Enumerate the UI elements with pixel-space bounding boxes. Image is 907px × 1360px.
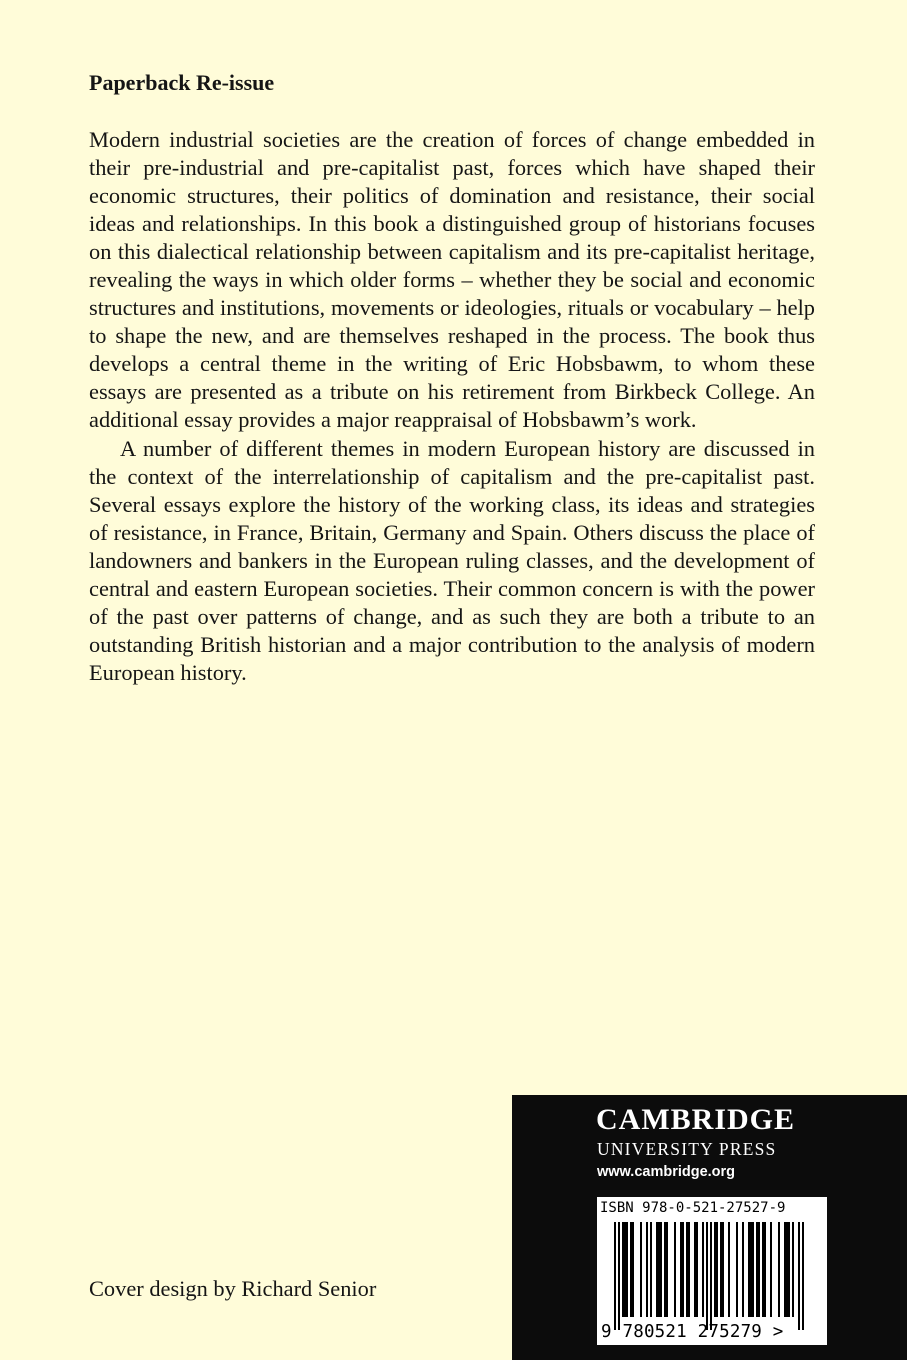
barcode-bar-13 — [664, 1222, 666, 1317]
barcode-bar-5 — [630, 1222, 632, 1317]
barcode-bar-38 — [764, 1222, 766, 1317]
blurb-paragraph-2: A number of different themes in modern European history are discussed in the context of the interrelationship of capitalism and the pre-capitalist past. Several essays explore the history of the working class, its ideas and strategies of resistance, in France, Britain, Germany and Spain. Others discuss the place of landowners and bankers in the European ruling classes, and the development of central and eastern European societies. Their common concern is with the power of the past over patterns of change, and as such they are both a tribute to an outstanding British historian and a major contribution to the analysis of modern European history. — [89, 435, 815, 685]
barcode-bar-42 — [786, 1222, 788, 1317]
barcode-bar-2 — [622, 1222, 624, 1317]
publisher-subtitle: UNIVERSITY PRESS — [597, 1139, 777, 1159]
barcode-bar-30 — [736, 1222, 738, 1317]
barcode-bar-22 — [702, 1222, 704, 1317]
blurb-text — [89, 126, 815, 687]
barcode-bar-39 — [770, 1222, 772, 1317]
publisher-url: www.cambridge.org — [597, 1164, 736, 1180]
barcode — [597, 1197, 827, 1345]
barcode-bar-37 — [762, 1222, 764, 1317]
barcode-bar-32 — [748, 1222, 750, 1317]
barcode-bar-26 — [716, 1222, 718, 1317]
barcode-bar-35 — [756, 1222, 758, 1317]
blurb-paragraph-1: Modern industrial societies are the creation of forces of change embedded in their pre-industrial and pre-capitalist past, forces which have shaped their economic structures, their politics of domination and resistance, their social ideas and relationships. In this book a distinguished group of historians focuses on this dialectical relationship between capitalism and its pre-capitalist heritage, revealing the ways in which older forms – whether they be social and economic structures and institutions, movements or ideologies, rituals or vocabulary – help to shape the new, and are themselves reshaped in the process. The book thus develops a central theme in the writing of Eric Hobsbawm, to whom these essays are presented as a tribute on his retirement from Birkbeck College. An additional essay provides a major reappraisal of Hobsbawm’s work. — [89, 127, 815, 433]
barcode-bar-15 — [674, 1222, 676, 1317]
barcode-bar-14 — [666, 1222, 668, 1317]
isbn-label: ISBN 978-0-521-27527-9 — [600, 1200, 786, 1216]
barcode-bar-40 — [778, 1222, 780, 1317]
barcode-bar-28 — [722, 1222, 724, 1317]
barcode-bar-9 — [650, 1222, 652, 1317]
barcode-bar-10 — [656, 1222, 658, 1317]
barcode-bar-7 — [640, 1222, 642, 1317]
barcode-bar-19 — [688, 1222, 690, 1317]
barcode-bar-8 — [646, 1222, 648, 1317]
barcode-bar-23 — [706, 1222, 708, 1330]
barcode-bar-34 — [752, 1222, 754, 1317]
barcode-bar-16 — [680, 1222, 682, 1317]
barcode-bar-31 — [742, 1222, 744, 1317]
barcode-bar-0 — [614, 1222, 616, 1330]
barcode-bar-6 — [632, 1222, 634, 1317]
barcode-bar-18 — [686, 1222, 688, 1317]
barcode-bar-41 — [784, 1222, 786, 1317]
barcode-bar-12 — [660, 1222, 662, 1317]
barcode-bar-17 — [682, 1222, 684, 1317]
barcode-bar-4 — [626, 1222, 628, 1317]
barcode-bar-1 — [618, 1222, 620, 1330]
barcode-bar-36 — [758, 1222, 760, 1317]
barcode-bar-20 — [694, 1222, 696, 1317]
cover-credit: Cover design by Richard Senior — [89, 1276, 377, 1301]
barcode-bar-11 — [658, 1222, 660, 1317]
barcode-bar-45 — [798, 1222, 800, 1330]
section-heading: Paperback Re-issue — [89, 70, 275, 95]
barcode-bar-43 — [788, 1222, 790, 1317]
barcode-bar-25 — [714, 1222, 716, 1317]
barcode-digits: 9 780521 275279 > — [601, 1322, 784, 1342]
publisher-logo: CAMBRIDGE — [596, 1103, 796, 1136]
barcode-bar-44 — [792, 1222, 794, 1317]
publisher-block — [512, 1095, 907, 1360]
barcode-bar-3 — [624, 1222, 626, 1317]
barcode-bar-24 — [710, 1222, 712, 1330]
barcode-bar-33 — [750, 1222, 752, 1317]
barcode-bar-46 — [802, 1222, 804, 1330]
barcode-bar-27 — [720, 1222, 722, 1317]
barcode-bar-21 — [696, 1222, 698, 1317]
barcode-bar-29 — [728, 1222, 730, 1317]
